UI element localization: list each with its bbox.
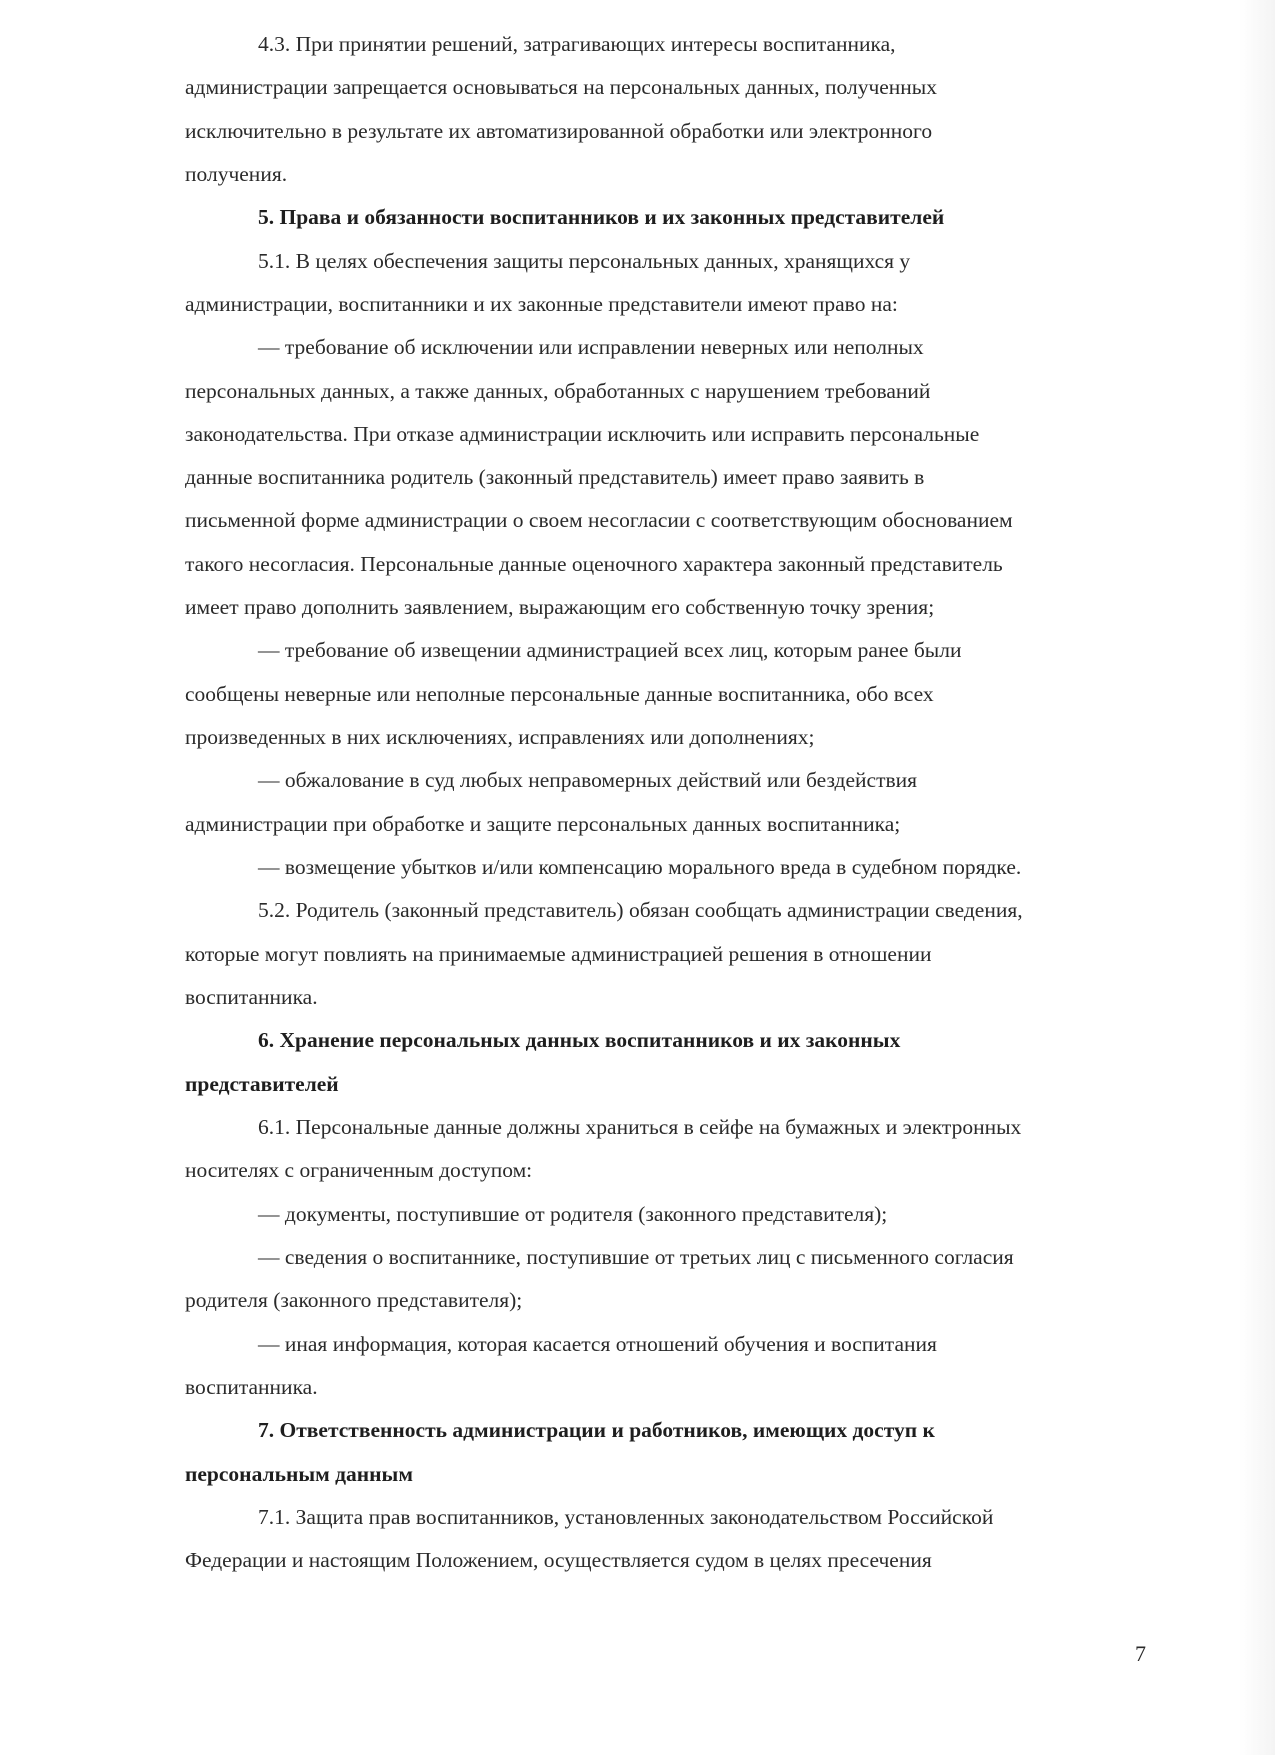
list-item-line: данные воспитанника родитель (законный представитель) имеет право заявить в [185, 465, 925, 489]
list-item-line: родителя (законного представителя); [185, 1288, 523, 1312]
section-6-heading: 6. Хранение персональных данных воспитанников и их законных [258, 1028, 901, 1052]
paragraph-5-1-line: 5.1. В целях обеспечения защиты персональных данных, хранящихся у [258, 249, 911, 273]
list-item-line: воспитанника. [185, 1375, 318, 1399]
section-5-heading: 5. Права и обязанности воспитанников и их законных представителей [258, 205, 945, 229]
paragraph-5-2-line: которые могут повлиять на принимаемые администрацией решения в отношении [185, 942, 932, 966]
paragraph-4-3-line: 4.3. При принятии решений, затрагивающих интересы воспитанника, [258, 32, 896, 56]
list-item-line: — требование об исключении или исправлении неверных или неполных [258, 335, 924, 359]
list-item-line: имеет право дополнить заявлением, выражающим его собственную точку зрения; [185, 595, 935, 619]
list-item-line: — обжалование в суд любых неправомерных действий или бездействия [258, 768, 918, 792]
list-item-line: — документы, поступившие от родителя (законного представителя); [258, 1202, 888, 1226]
paragraph-4-3-line: администрации запрещается основываться на персональных данных, полученных [185, 75, 938, 99]
list-item-line: произведенных в них исключениях, исправлениях или дополнениях; [185, 725, 815, 749]
list-item-line: такого несогласия. Персональные данные оценочного характера законный представитель [185, 552, 1003, 576]
section-7-heading: персональным данным [185, 1462, 413, 1486]
scan-edge-shadow [1239, 0, 1275, 1755]
list-item-line: администрации при обработке и защите персональных данных воспитанника; [185, 812, 901, 836]
list-item-line: персональных данных, а также данных, обработанных с нарушением требований [185, 379, 931, 403]
section-6-heading: представителей [185, 1072, 339, 1096]
paragraph-4-3-line: исключительно в результате их автоматизированной обработки или электронного [185, 119, 933, 143]
paragraph-5-2-line: 5.2. Родитель (законный представитель) обязан сообщать администрации сведения, [258, 898, 1023, 922]
list-item-line: — сведения о воспитаннике, поступившие от третьих лиц с письменного согласия [258, 1245, 1014, 1269]
paragraph-7-1-line: Федерации и настоящим Положением, осуществляется судом в целях пресечения [185, 1548, 932, 1572]
page-number: 7 [1135, 1641, 1146, 1666]
list-item-line: законодательства. При отказе администрации исключить или исправить персональные [185, 422, 980, 446]
paragraph-5-2-line: воспитанника. [185, 985, 318, 1009]
section-7-heading: 7. Ответственность администрации и работников, имеющих доступ к [258, 1418, 935, 1442]
list-item-line: — иная информация, которая касается отношений обучения и воспитания [258, 1332, 937, 1356]
list-item-line: письменной форме администрации о своем несогласии с соответствующим обоснованием [185, 508, 1013, 532]
paragraph-6-1-line: носителях с ограниченным доступом: [185, 1158, 533, 1182]
list-item-line: — возмещение убытков и/или компенсацию морального вреда в судебном порядке. [258, 855, 1022, 879]
paragraph-4-3-line: получения. [185, 162, 288, 186]
list-item-line: — требование об извещении администрацией всех лиц, которым ранее были [258, 638, 962, 662]
paragraph-7-1-line: 7.1. Защита прав воспитанников, установленных законодательством Российской [258, 1505, 994, 1529]
paragraph-6-1-line: 6.1. Персональные данные должны храниться в сейфе на бумажных и электронных [258, 1115, 1022, 1139]
list-item-line: сообщены неверные или неполные персональные данные воспитанника, обо всех [185, 682, 934, 706]
paragraph-5-1-line: администрации, воспитанники и их законные представители имеют право на: [185, 292, 898, 316]
